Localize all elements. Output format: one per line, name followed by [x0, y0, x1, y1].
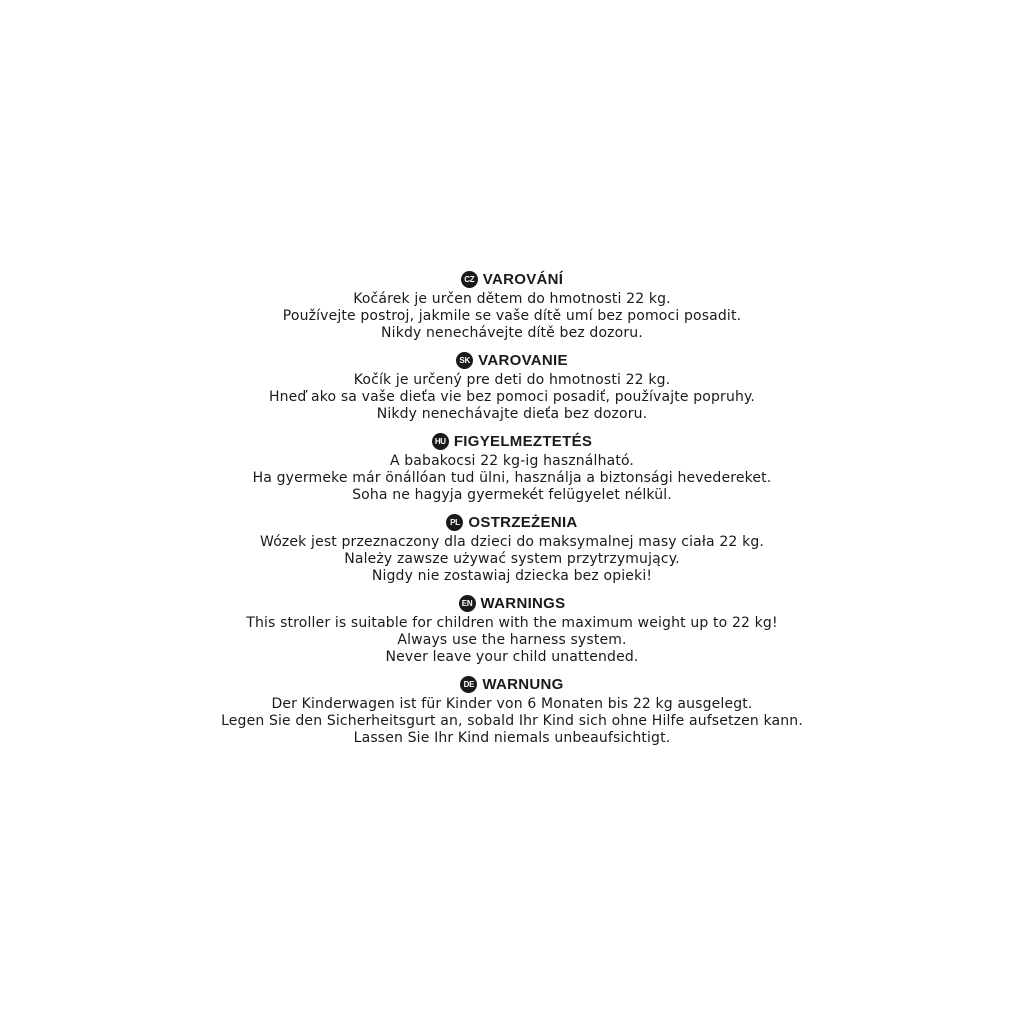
warnings-block [0, 270, 1024, 747]
warning-line: Soha ne hagyja gyermekét felügyelet nélkül. [352, 487, 672, 503]
warning-section-pl [0, 513, 1024, 585]
section-title: OSTRZEŻENIA [468, 513, 578, 531]
section-heading [0, 594, 1024, 612]
section-title: FIGYELMEZTETÉS [453, 432, 593, 450]
warning-line: A babakocsi 22 kg-ig használható. [389, 453, 635, 469]
section-title: VAROVÁNÍ [482, 270, 564, 288]
warning-line: Nikdy nenechávejte dítě bez dozoru. [381, 325, 643, 341]
language-badge-pl: PL [446, 514, 463, 531]
warning-line: Der Kinderwagen ist für Kinder von 6 Monaten bis 22 kg ausgelegt. [271, 696, 753, 712]
section-heading [0, 432, 1024, 450]
warning-line: Nikdy nenechávajte dieťa bez dozoru. [376, 406, 648, 422]
warning-line: Never leave your child unattended. [385, 649, 639, 665]
language-badge-cz: CZ [461, 271, 478, 288]
warning-line: Kočík je určený pre deti do hmotnosti 22 kg. [353, 372, 671, 388]
warning-line: Kočárek je určen dětem do hmotnosti 22 kg. [353, 291, 671, 307]
section-title: WARNINGS [480, 594, 566, 612]
language-badge-de: DE [460, 676, 477, 693]
warning-section-de [0, 675, 1024, 747]
warning-line: Nigdy nie zostawiaj dziecka bez opieki! [371, 568, 653, 584]
section-heading [0, 351, 1024, 369]
language-badge-en: EN [459, 595, 476, 612]
section-title: WARNUNG [482, 675, 564, 693]
warning-section-cz [0, 270, 1024, 342]
language-badge-sk: SK [456, 352, 473, 369]
warning-line: Legen Sie den Sicherheitsgurt an, sobald Ihr Kind sich ohne Hilfe aufsetzen kann. [221, 713, 803, 729]
language-badge-hu: HU [432, 433, 449, 450]
warning-line: Lassen Sie Ihr Kind niemals unbeaufsichtigt. [353, 730, 671, 746]
warning-section-en [0, 594, 1024, 666]
section-heading [0, 675, 1024, 693]
section-title: VAROVANIE [478, 351, 568, 369]
warning-line: Należy zawsze używać system przytrzymujący. [344, 551, 680, 567]
warning-line: Wózek jest przeznaczony dla dzieci do maksymalnej masy ciała 22 kg. [260, 534, 764, 550]
warning-section-hu [0, 432, 1024, 504]
warning-line: Používejte postroj, jakmile se vaše dítě umí bez pomoci posadit. [282, 308, 742, 324]
section-heading [0, 513, 1024, 531]
warning-section-sk [0, 351, 1024, 423]
section-heading [0, 270, 1024, 288]
warning-line: This stroller is suitable for children with the maximum weight up to 22 kg! [246, 615, 778, 631]
warning-line: Always use the harness system. [397, 632, 627, 648]
warning-line: Ha gyermeke már önállóan tud ülni, használja a biztonsági hevedereket. [252, 470, 772, 486]
warning-line: Hneď ako sa vaše dieťa vie bez pomoci posadiť, používajte popruhy. [268, 389, 756, 405]
